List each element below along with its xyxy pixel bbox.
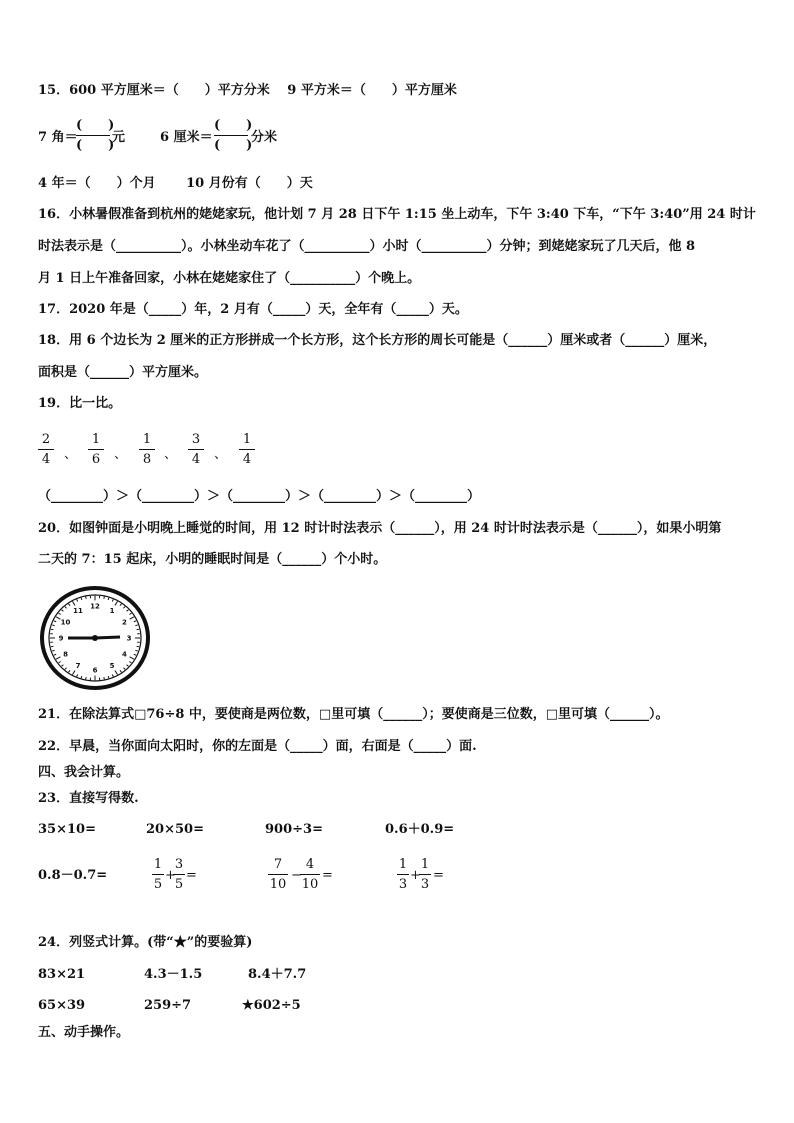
q15-a-fraction — [76, 117, 115, 154]
q19-fraction-5-numerator: 1 — [242, 432, 252, 447]
q23-f3-a — [397, 856, 409, 893]
q23-r1c1: 35×10= — [38, 822, 96, 837]
q24-r1c1: 83×21 — [38, 967, 86, 982]
q23-f1-b-denominator: 5 — [174, 877, 184, 892]
q23-f1-op: + — [165, 868, 176, 883]
q19-fraction-3-numerator: 1 — [142, 432, 152, 447]
q23-f2-a-denominator: 10 — [269, 877, 287, 892]
q24-r2c3: ★602÷5 — [242, 998, 301, 1013]
q16-line2: 时法表示是（__________）。小林坐动车花了（__________）小时（__________）分钟；到姥姥家玩了几天后，他 8 — [38, 239, 696, 254]
clock-numeral: 6 — [92, 666, 98, 675]
clock-numeral: 9 — [58, 634, 64, 643]
q18-line1: 18．用 6 个边长为 2 厘米的正方形拼成一个长方形，这个长方形的周长可能是（______）厘米或者（______）厘米， — [38, 333, 717, 348]
clock-numeral: 8 — [63, 650, 68, 659]
q23-f3-b-numerator: 1 — [420, 857, 430, 872]
clock-tick — [135, 625, 137, 626]
q19-fraction-2-denominator: 6 — [91, 452, 101, 467]
q16-line3: 月 1 日上午准备回家，小林在姥姥家住了（__________）个晚上。 — [38, 271, 421, 286]
q23-title: 23．直接写得数. — [38, 791, 139, 806]
q19-fraction-1-numerator: 2 — [41, 432, 51, 447]
q23-f3-b — [419, 856, 431, 893]
q19-separator-3: 、 — [164, 447, 178, 462]
q19-fraction-1-denominator: 4 — [41, 452, 51, 467]
clock-face — [38, 585, 152, 693]
clock-tick — [86, 677, 87, 679]
q23-f3-a-denominator: 3 — [398, 877, 408, 892]
q21-line1: 21．在除法算式□76÷8 中，要使商是两位数，□里可填（______）；要使商是三位数，□里可填（______）。 — [38, 707, 669, 722]
clock-numeral: 12 — [90, 602, 100, 611]
q23-f2-a-numerator: 7 — [273, 857, 283, 872]
q24-r2c2: 259÷7 — [144, 998, 192, 1013]
q23-r2c1: 0.8－0.7= — [38, 868, 108, 883]
q19-fraction-3-denominator: 8 — [142, 452, 152, 467]
q19-fraction-5 — [239, 431, 255, 468]
q19-fraction-2 — [88, 431, 104, 468]
clock-numeral: 11 — [73, 606, 83, 615]
q23-f1-b-numerator: 3 — [174, 857, 184, 872]
clock-center — [92, 635, 98, 641]
q19-fraction-4-denominator: 4 — [191, 452, 201, 467]
q19-fraction-1 — [38, 431, 54, 468]
clock-hour-hand — [95, 637, 120, 638]
q23-r1c3: 900÷3= — [265, 822, 323, 837]
q23-r1c4: 0.6＋0.9= — [385, 822, 455, 837]
q15-b-denominator: ( ) — [214, 138, 253, 153]
clock-numeral: 10 — [60, 618, 71, 627]
q22-line1: 22．早晨，当你面向太阳时，你的左面是（_____）面，右面是（_____）面. — [38, 739, 477, 754]
q19-fraction-4 — [188, 431, 204, 468]
q23-r1c2: 20×50= — [146, 822, 204, 837]
q15-b-fraction — [214, 117, 253, 154]
q15-line1: 15．600 平方厘米＝（ ）平方分米 9 平方米＝（ ）平方厘米 — [38, 83, 457, 98]
clock-numeral: 1 — [109, 606, 115, 615]
q15-a-unit: 元 — [112, 130, 126, 145]
q15-b-numerator: ( ) — [214, 118, 253, 133]
q23-f1-a-numerator: 1 — [153, 857, 163, 872]
q23-f1-a-denominator: 5 — [153, 877, 163, 892]
q23-f2-b-numerator: 4 — [305, 857, 315, 872]
q23-f1-eq: = — [186, 868, 197, 883]
q19-fraction-5-denominator: 4 — [242, 452, 252, 467]
q15-a-lead: 7 角＝ — [38, 130, 78, 145]
q20-line1: 20．如图钟面是小明晚上睡觉的时间，用 12 时计时法表示（______），用 24 时计时法表示是（______），如果小明第 — [38, 521, 722, 536]
q19-fraction-3 — [139, 431, 155, 468]
q24-r1c3: 8.4＋7.7 — [248, 967, 307, 982]
q24-title: 24．列竖式计算。(带“★”的要验算) — [38, 935, 253, 950]
q19-separator-4: 、 — [214, 447, 228, 462]
q15-line3: 4 年＝（ ）个月 10 月份有（ ）天 — [38, 176, 313, 191]
section4-title: 四、我会计算。 — [38, 765, 130, 780]
clock-tick — [104, 597, 105, 599]
q23-f2-op: − — [291, 868, 302, 883]
q19-fraction-2-numerator: 1 — [91, 432, 101, 447]
q15-a-denominator: ( ) — [76, 138, 115, 153]
section5-title: 五、动手操作。 — [38, 1025, 130, 1040]
q18-line2: 面积是（______）平方厘米。 — [38, 365, 208, 380]
q23-f1-b — [173, 856, 185, 893]
clock-tick — [52, 650, 54, 651]
clock-tick — [86, 597, 87, 599]
q15-b-unit: 分米 — [251, 130, 278, 145]
clock-tick — [104, 677, 105, 679]
q17-line1: 17．2020 年是（_____）年，2 月有（_____）天，全年有（_____）天。 — [38, 302, 468, 317]
q23-f3-op: + — [410, 868, 421, 883]
q23-f2-a — [268, 856, 288, 893]
q23-f1-a — [152, 856, 164, 893]
q16-line1: 16．小林暑假准备到杭州的姥姥家玩，他计划 7 月 28 日下午 1:15 坐上动车，下午 3:40 下车，“下午 3:40”用 24 时计 — [38, 207, 756, 222]
q23-f3-eq: = — [433, 868, 444, 883]
q19-separator-1: 、 — [64, 447, 78, 462]
q23-f2-eq: = — [322, 868, 333, 883]
clock-numeral: 5 — [109, 662, 115, 671]
q19-compare: （________）＞（________）＞（________）＞（________）＞（________） — [38, 489, 481, 504]
clock-numeral: 4 — [122, 650, 127, 659]
q23-f3-b-denominator: 3 — [420, 877, 430, 892]
q23-f2-b-denominator: 10 — [301, 877, 319, 892]
clock-tick — [135, 650, 137, 651]
clock-numeral: 2 — [122, 618, 127, 627]
clock-numeral: 7 — [75, 662, 81, 671]
q19-fraction-4-numerator: 3 — [191, 432, 201, 447]
q19-separator-2: 、 — [114, 447, 128, 462]
q24-r2c1: 65×39 — [38, 998, 86, 1013]
q15-a-numerator: ( ) — [76, 118, 115, 133]
q24-r1c2: 4.3－1.5 — [144, 967, 203, 982]
clock-tick — [52, 625, 54, 626]
clock-numeral: 3 — [126, 634, 132, 643]
q23-f2-b — [300, 856, 320, 893]
q20-line2: 二天的 7：15 起床，小明的睡眠时间是（______）个小时。 — [38, 552, 387, 567]
q23-f3-a-numerator: 1 — [398, 857, 408, 872]
q15-b-lead: 6 厘米＝ — [160, 130, 213, 145]
q19-title: 19．比一比。 — [38, 396, 122, 411]
